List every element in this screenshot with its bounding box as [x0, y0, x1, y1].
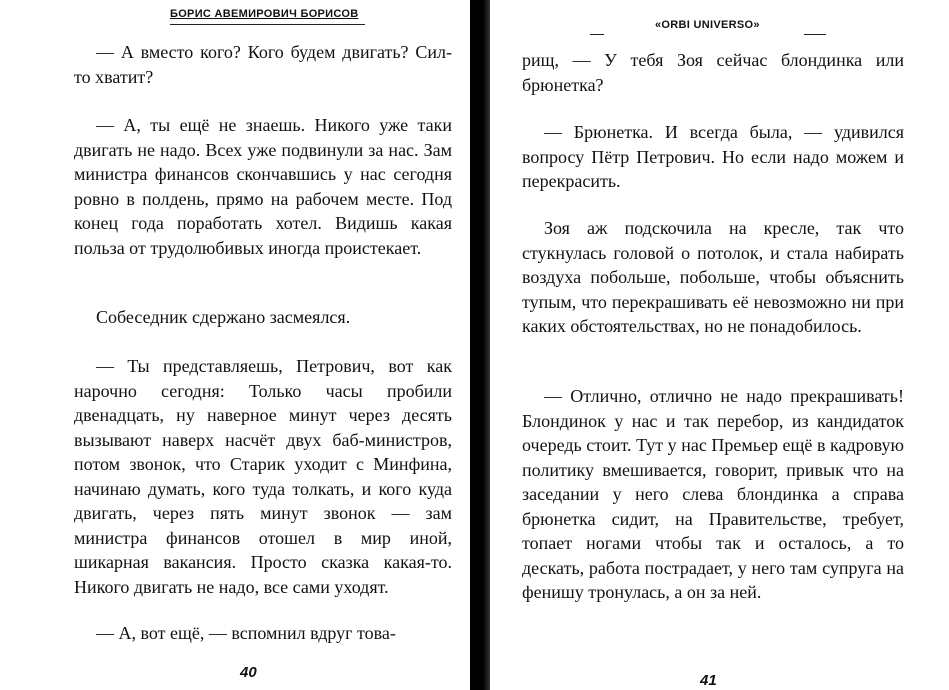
book-gutter — [470, 0, 490, 690]
running-head: «ORBI UNIVERSO» — [655, 19, 760, 31]
right-page — [490, 0, 949, 690]
paragraph: Собеседник сдержано засмеялся. — [96, 307, 351, 327]
page-number: 40 — [240, 664, 257, 681]
paragraph: — Отлично, отлично не надо прекрашивать! Блондинок у нас и так перебор, из кандидаток очередь стоит. Тут у нас Премьер ещё в кадровую политику вмешивается, говорит, привык что на заседании у него слева блондинка а справа брюнетка сидит, на Правительстве, требует, топает ногами чтобы так и осталось, а то дескать, работа пострадает, у него там супруга на фенишу тронулась, а он за ней. — [522, 386, 904, 602]
paragraph: — А, ты ещё не знаешь. Никого уже таки двигать не надо. Всех уже подвинули за нас. Зам министра финансов скончавшись у нас сегодня ровно в полдень, прямо на рабочем месте. Под конец года поработать хотел. Видишь какая польза от трудолюбивых иногда проистекает. — [74, 115, 452, 258]
header-rule — [170, 24, 365, 25]
paragraph: рищ, — У тебя Зоя сейчас блондинка или брюнетка? — [522, 50, 904, 95]
paragraph: — А вместо кого? Кого будем двигать? Сил-то хватит? — [74, 42, 452, 87]
running-head: БОРИС АВЕМИРОВИЧ БОРИСОВ — [170, 8, 359, 20]
left-page — [0, 0, 470, 690]
paragraph: Зоя аж подскочила на кресле, так что стукнулась головой о потолок, и стала набирать воздуха побольше, побольше, чтобы объяснить тупым, что перекрашивать её невозможно ни при каких обстоятельствах, но не понадобилось. — [522, 218, 904, 336]
page-number: 41 — [700, 672, 717, 689]
header-rule — [590, 34, 604, 35]
paragraph: — Ты представляешь, Петрович, вот как нарочно сегодня: Только часы пробили двенадцать, ну наверное минут через десять вызывают наверх насчёт двух баб-министров, потом звонок, что Старик уходит с Минфина, начинаю думать, кого туда толкать, и кого куда двигать, через пять минут звонок — зам министра финансов отошел в мир иной, шикарная вакансия. Просто сказка какая-то. Никого двигать не надо, все сами уходят. — [74, 356, 452, 597]
paragraph: — А, вот ещё, — вспомнил вдруг това- — [96, 623, 396, 643]
paragraph: — Брюнетка. И всегда была, — удивился вопросу Пётр Петрович. Но если надо можем и перекрасить. — [522, 122, 904, 191]
header-rule — [804, 34, 826, 35]
